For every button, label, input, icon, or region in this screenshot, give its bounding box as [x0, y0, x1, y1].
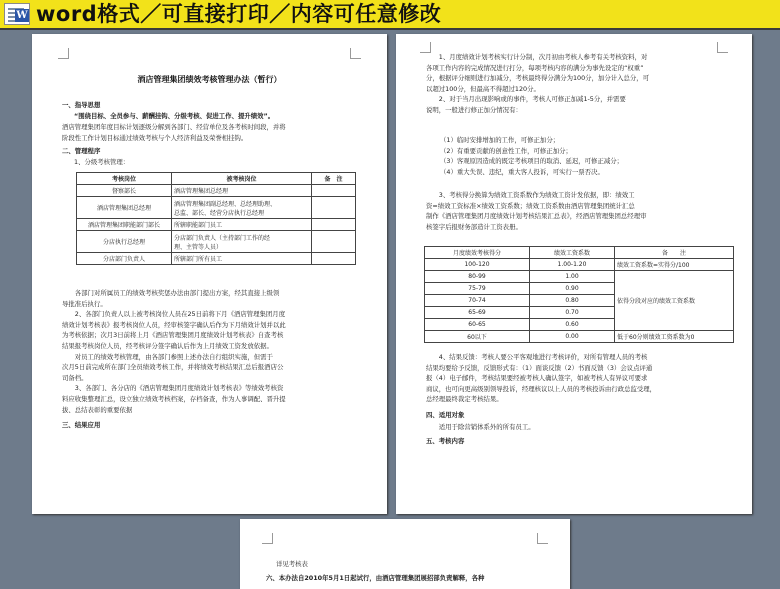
- table-header: 月度绩效考核得分: [425, 247, 530, 259]
- table-row: 60-65 0.60: [425, 319, 734, 331]
- top-banner: [0, 0, 780, 30]
- table-row: 酒店管理集团总经理 酒店管理集团副总经理、总经理助理、 总监、部长、经营分店执行总经理: [77, 197, 356, 219]
- margin-mark: [350, 48, 361, 59]
- section-body: 各部门对所属员工的绩效考核奖惩办法由部门提出方案，经其直接上级领 导批准后执行。 2、各部门负责人以上被考核岗位人员在25日前将下月《酒店管理集团月度 绩效计划考核表》报考核岗位人员，经审核签字确认后作为下月绩效计划并以此 为考核依据；次月3日前将上月《酒店管理集团月度绩效计划考核表》自查考核 结果报考核岗位人员，经考核评分签字确认后作为上月绩效工资发放依据。 对员工的绩效考核管理，由各部门参照上述办法自行组织实施，但需于 次月5日前完成所在部门全员绩效考核工作，并将绩效考核结果汇总后报酒店公 司备档。 3、各部门、各分店的《酒店管理集团月度绩效计划考核表》等绩效考核资 料应收集整理汇总，设立独立绩效考核档案，存档备查，作为人事调配、晋升提 拔、总结表彰的重要依据: [62, 289, 286, 414]
- list-item: （2）有重要贡献的创意性工作，可修正加分；: [440, 146, 572, 155]
- section-heading: 一、指导思想: [62, 101, 101, 109]
- section-heading: 四、适用对象: [426, 411, 465, 419]
- slogan: “围绕目标、全员参与、薪酬挂钩、分级考核、促进工作、提升绩效”。: [74, 112, 275, 120]
- list-item: （4）重大失误、违纪，重大客人投诉，可实行一票否决。: [440, 167, 604, 176]
- word-logo-letter: W: [16, 10, 28, 21]
- subsection: 1、分级考核管理：: [74, 158, 130, 166]
- table-row: 65-69 0.70: [425, 307, 734, 319]
- table-row: 分店执行总经理 分店部门负责人（主持部门工作的经 理、主管等人员）: [77, 231, 356, 253]
- table-row: 督察部长 酒店管理集团总经理: [77, 185, 356, 197]
- section-heading: 六、本办法自2010年5月1日起试行，由酒店管理集团展招部负责解释，各种: [266, 574, 485, 582]
- document-page-1: [32, 34, 387, 514]
- document-page-2: [396, 34, 752, 514]
- section-body: 4、结果反馈：考核人要公平客观地进行考核评价，对所有管理人员的考核 结果均要给予反馈，反馈形式有：（1）面谈反馈（2）书面反馈（3）会议点评通 报（4）电子邮件，考核结果要经被考核人确认签字，如被考核人有异议可要求 商议，也可向更高级别领导投诉，经理核议以上人员的考核投诉由行政总监受理， 总经理最终裁定考核结果。: [426, 353, 657, 404]
- table-header: 考核岗位: [77, 173, 172, 185]
- margin-mark: [58, 48, 69, 59]
- list-item: （3）客观原因造成的既定考核项目的取消、延迟，可修正减分；: [440, 157, 624, 166]
- assessment-level-table: [76, 172, 356, 265]
- table-header: 绩效工资系数: [530, 247, 615, 259]
- margin-mark: [537, 533, 548, 544]
- margin-mark: [262, 533, 273, 544]
- merged-note-cell: 依得分段对应的绩效工资系数: [615, 271, 734, 331]
- table-header: 备 注: [312, 173, 356, 185]
- table-row: 75-79 0.90: [425, 283, 734, 295]
- table-row: 80-99 1.00 依得分段对应的绩效工资系数: [425, 271, 734, 283]
- table-row: 酒店管理集团职能部门部长 所辖职能部门员工: [77, 219, 356, 231]
- table-row: 100-120 1.00-1.20 绩效工资系数=实得分/100: [425, 259, 734, 271]
- section-heading: 五、考核内容: [426, 437, 465, 445]
- table-row: 60以下 0.00 低于60分则绩效工资系数为0: [425, 331, 734, 343]
- section-heading: 三、结果应用: [62, 421, 101, 429]
- document-title: 酒店管理集团绩效考核管理办法（暂行）: [137, 75, 282, 84]
- section-body: 详见考核表: [276, 560, 308, 568]
- adjustment-list: [440, 135, 740, 177]
- section-body: 3、考核得分换算为绩效工资系数作为绩效工资计发依据，即：绩效工 资=绩效工资标准×绩效工资系数；绩效工资系数由酒店管理集团统计汇总 制作《酒店管理集团月度绩效计划考核结果汇总表》，经酒店管理集团总经理审 核签字后报财务部造计工资表册。: [426, 191, 647, 231]
- document-page-3: [240, 519, 570, 589]
- table-row: 70-74 0.80: [425, 295, 734, 307]
- section-body: 酒店管理集团年度目标计划逐级分解到各部门、经营单位及各考核时间段，并将 阶段性工作计划目标通过绩效考核与个人经济利益及荣誉相挂钩。: [62, 123, 286, 142]
- word-document-icon: [4, 3, 30, 25]
- banner-text: word格式／可直接打印／内容可任意修改: [36, 2, 442, 26]
- table-header: 备 注: [615, 247, 734, 259]
- section-body: 适用于除营销体系外的所有员工。: [426, 423, 535, 431]
- table-header: 被考核岗位: [172, 173, 312, 185]
- table-row: 分店部门负责人 所辖部门所有员工: [77, 253, 356, 265]
- section-body: 1、月度绩效计划考核实行计分制，次月初由考核人参考有关考核资料，对 各项工作内容的完成情况进行打分，每项考核内容的满分为事先设定的“权重” 分，根据评分细则进行加减分，考核最终得分满分为100分，加分计入总分，可 以超过100分，但最高不得超过120分。 2、对于当月出现影响或的事件，考核人可修正加减1-5分，并需要 说明，一般进行修正加分情况有：: [426, 53, 650, 114]
- list-item: （1）临时安排增加的工作，可修正加分；: [440, 136, 560, 144]
- section-heading: 二、管理程序: [62, 147, 101, 155]
- salary-coefficient-table: [424, 246, 734, 343]
